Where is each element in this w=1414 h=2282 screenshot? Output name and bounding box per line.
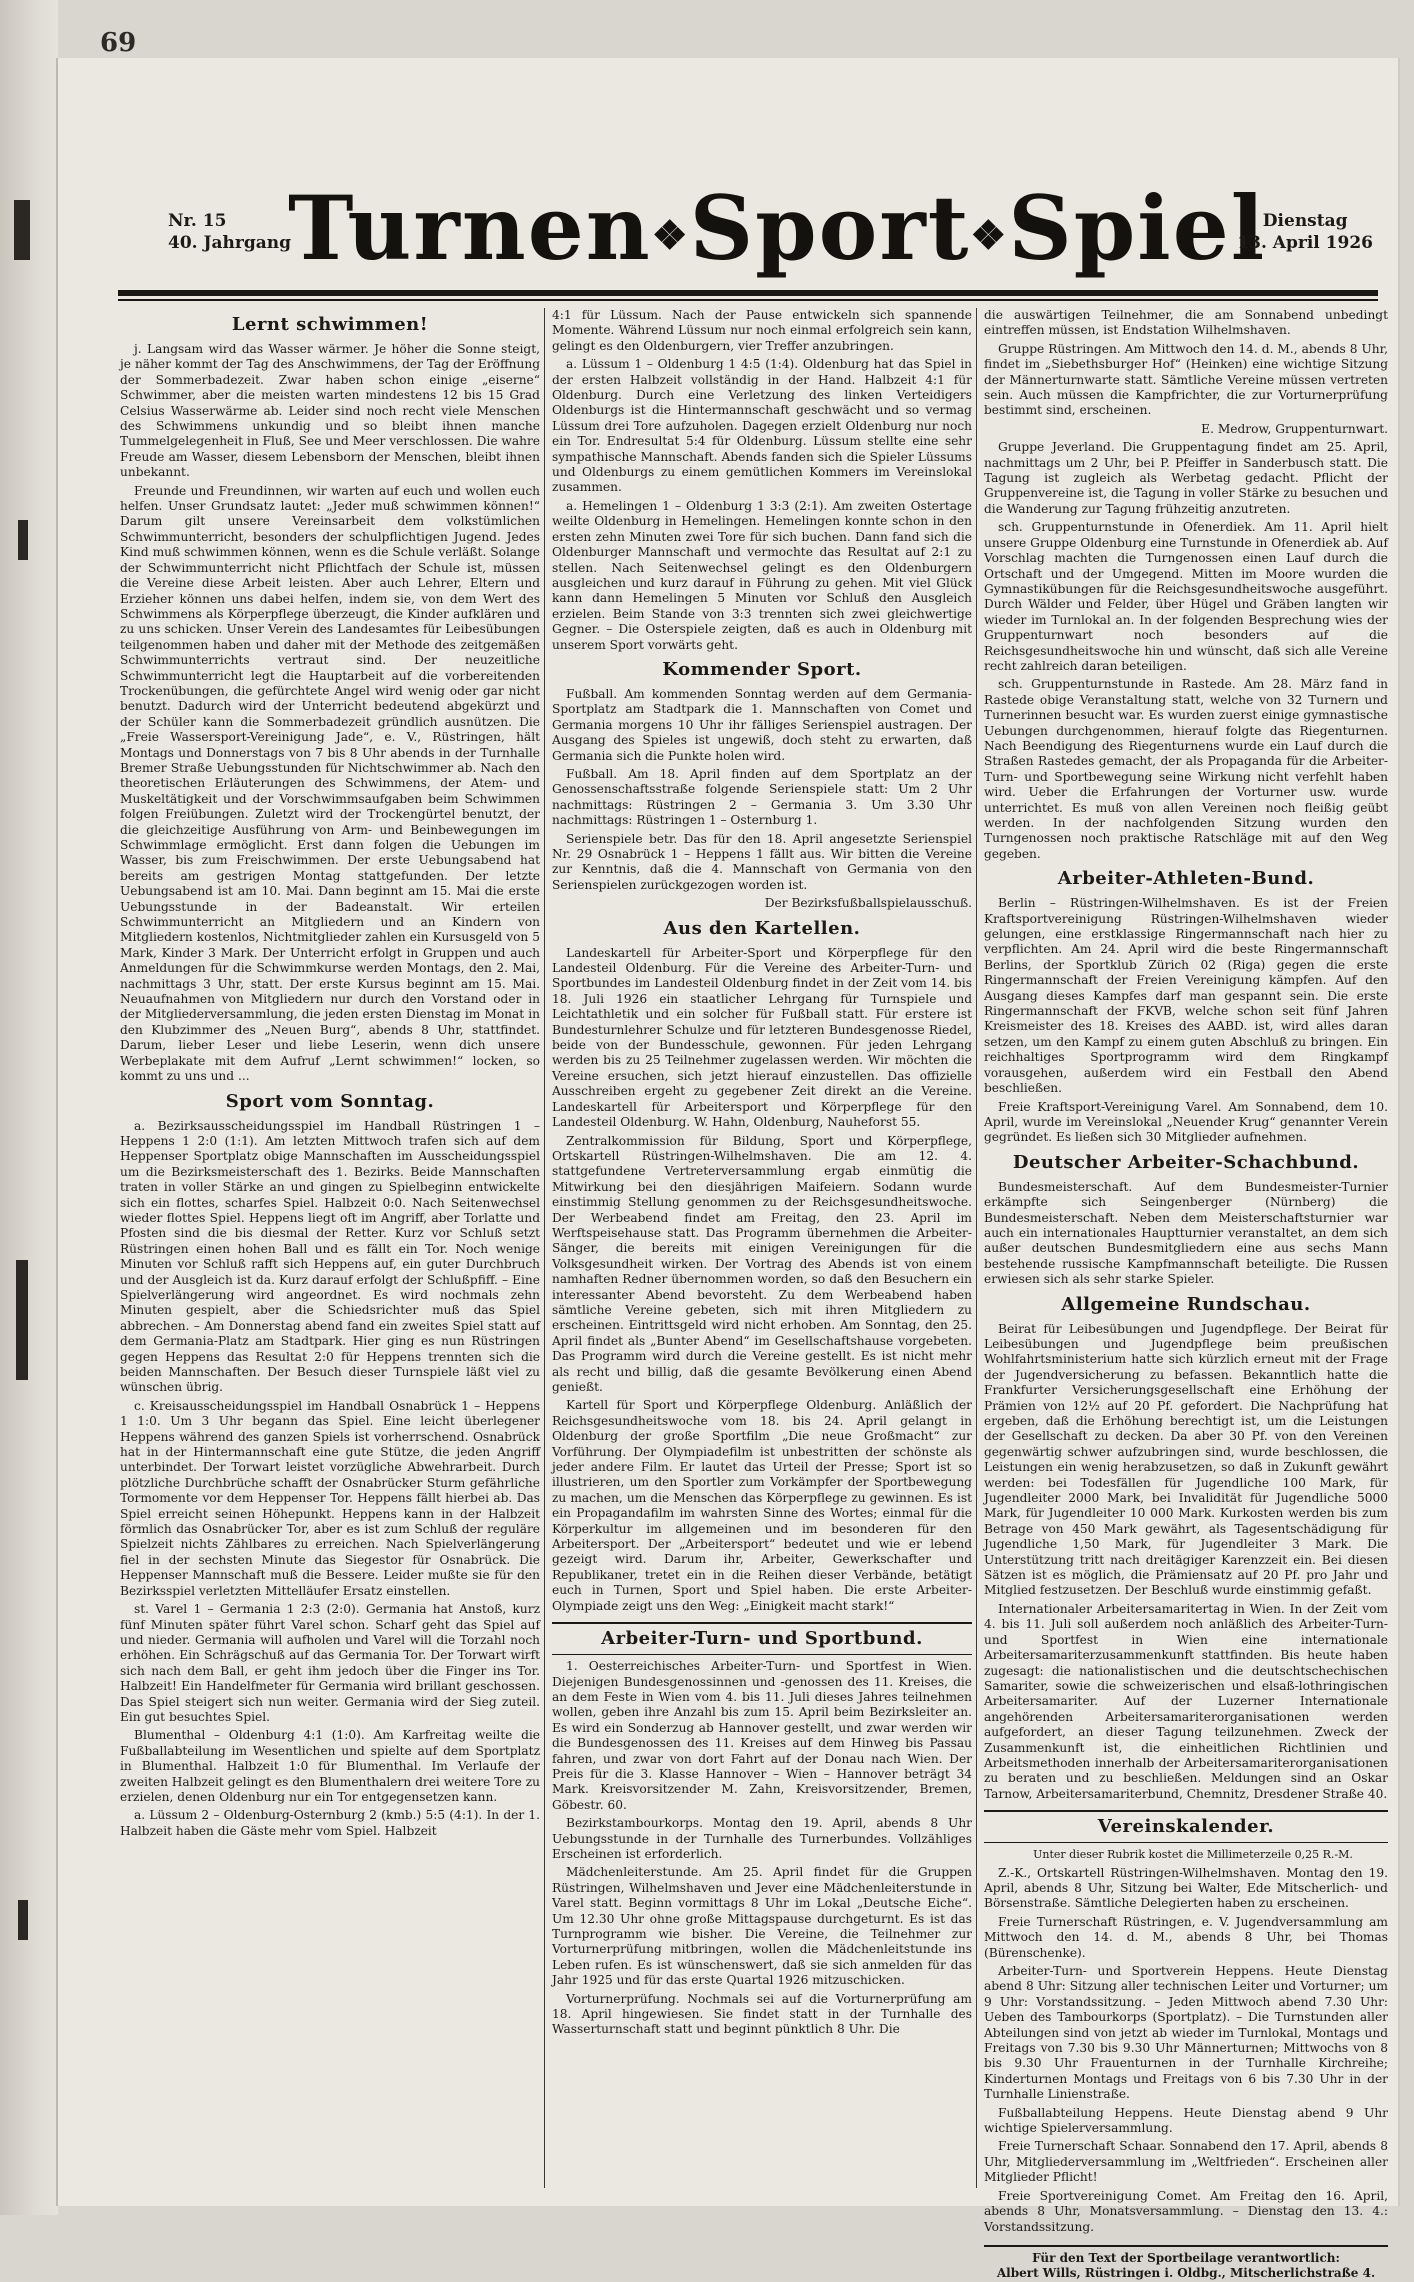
article-paragraph: Beirat für Leibesübungen und Jugendpflege. Der Beirat für Leibesübungen und Jugendpflege beim preußischen Wohlfahrtsministerium hatte sich kürzlich erneut mit der Frage der Jugendversicherung zu befassen. Bekanntlich hatte die Frankfurter Versicherungsgesellschaft eine Erhöhung der Prämien von 12½ auf 20 Pf. gefordert. Die Nachprüfung hat ergeben, daß die Erhöhung berechtigt ist, um die Leistungen der Gesellschaft zu decken. Da aber 30 Pf. von den Vereinen gegenwärtig schwer aufzubringen sind, wurde beschlossen, die Leistungen ein wenig herabzusetzen, so daß in Zukunft gewährt werden: bei Todesfällen für Jugendliche 100 Mark, für Jugendleiter 2000 Mark, bei Invalidität für Jugendliche 5000 Mark, für Jugendleiter 10 000 Mark. Kurkosten werden bis zum Betrage von 450 Mark gewährt, als Tagesentschädigung für Jugendliche 1,50 Mark, für Jugendleiter 3 Mark. Die Unterstützung tritt nach dreitägiger Karenzzeit ein. Bei diesen Sätzen ist es möglich, die Prämiensatz auf 20 Pf. pro Jahr und Mitglied festzusetzen. Der Beschluß wurde einstimmig gefaßt. — [984, 1321, 1388, 1598]
article-heading: Arbeiter-Athleten-Bund. — [1057, 868, 1315, 890]
article-paragraph: Bezirkstambourkorps. Montag den 19. April, abends 8 Uhr Uebungsstunde in der Turnhalle des Turnerbundes. Vollzähliges Erscheinen ist erforderlich. — [552, 1816, 972, 1861]
article-paragraph: a. Bezirksausscheidungsspiel im Handball Rüstringen 1 – Heppens 1 2:0 (1:1). Am letzten Mittwoch trafen sich auf dem Heppenser Sportplatz obige Mannschaften im Ausscheidungsspiel um die Bezirksmeisterschaft des 1. Bezirks. Beide Mannschaften traten in voller Stärke an und gingen zu Spielbeginn entwickelte sich ein flottes, scharfes Spiel. Halbzeit 0:0. Nach Seitenwechsel wieder flottes Spiel. Heppens liegt oft im Angriff, aber Torlatte und Pfosten sind die bis diesmal der Retter. Kurz vor Schluß setzt Rüstringen einen hohen Ball und es fällt ein Tor. Noch wenige Minuten vor Schluß rafft sich Heppens auf, ein guter Durchbruch und der Ausgleich ist da. Kurz darauf erfolgt der Schlußpfiff. – Eine Spielverlängerung wird angeordnet. Es wird nochmals zehn Minuten gespielt, aber die Schiedsrichter muß das Spiel abbrechen. – Am Donnerstag abend fand ein zweites Spiel statt auf dem Germania-Platz am Stadtpark. Hier ging es nun Rüstringen gegen Heppens das Resultat 2:0 für Heppens trennten sich die beiden Mannschaften. Der Besuch dieser Turnspiele läßt viel zu wünschen übrig. — [120, 1118, 540, 1395]
article-paragraph: a. Lüssum 1 – Oldenburg 1 4:5 (1:4). Oldenburg hat das Spiel in der ersten Halbzeit vollständig in der Hand. Halbzeit 4:1 für Oldenburg. Durch eine Verletzung des linken Verteidigers Oldenburgs ist die Hintermannschaft geschwächt und so vermag Lüssum drei Tore aufzuholen. Dagegen erzielt Oldenburg nur noch ein Tor. Endresultat 5:4 für Oldenburg. Lüssum stellte eine sehr sympathische Mannschaft. Abends fanden sich die Spieler Lüssums und Oldenburgs zu einem gemütlichen Kommers im Vereinslokal zusammen. — [552, 357, 972, 495]
article-paragraph: Freunde und Freundinnen, wir warten auf euch und wollen euch helfen. Unser Grundsatz lautet: „Jeder muß schwimmen können!“ Darum gilt unsere Vereinsarbeit dem volkstümlichen Schwimmunterricht, besonders der schulpflichtigen Jugend. Jedes Kind muß schwimmen können, wenn es die Schule verläßt. Solange der Schwimmunterricht nicht Pflichtfach der Schule ist, müssen die Vereine diese Arbeit leisten. Aber auch Lehrer, Eltern und Erzieher können uns dabei helfen, indem sie, von dem Wert des Schwimmens als Körperpflege überzeugt, die Kinder aufklären und zu uns schicken. Unser Verein des Landesamtes für Leibesübungen teilgenommen haben und daher mit der Methode des zeitgemäßen Schwimmunterrichts vertraut sind. Der neuzeitliche Schwimmunterricht legt die Hauptarbeit auf die vorbereitenden Trockenübungen, die gefürchtete Angel wird wenig oder gar nicht benutzt. Dadurch wird der Unterricht bedeutend abgekürzt und der Schüler kann die Sommerbadezeit gründlich ausnützen. Die „Freie Wassersport-Vereinigung Jade“, e. V., Rüstringen, hält Montags und Donnerstags von 7 bis 8 Uhr abends in der Turnhalle Bremer Straße Uebungsstunden für Nichtschwimmer ab. Nach den theoretischen Erläuterungen des Schwimmens, der Atem- und Muskeltätigkeit und der Vorschwimmsaufgaben beim Schwimmen folgen Freiübungen. Zuletzt wird der Trockengürtel benutzt, der die gleichzeitige Ausführung von Arm- und Beinbewegungen im Schwimmlage ermöglicht. Erst dann folgen die Uebungen im Wasser, bis zum Freischwimmen. Der erste Uebungsabend hat bereits am gestrigen Montag stattgefunden. Der letzte Uebungsabend ist am 10. Mai. Dann beginnt am 15. Mai die erste Uebungsstunde in der Badeanstalt. Wir erteilen Schwimmunterricht an Mitgliedern und an Kindern von Mitgliedern kostenlos, Nichtmitglieder zahlen ein Kursusgeld von 5 Mark, Kinder 3 Mark. Der Unterricht erfolgt in Gruppen und auch Anmeldungen für die Schwimmkurse werden Montags, den 2. Mai, nachmittags 3 Uhr, statt. Der erste Kursus beginnt am 15. Mai. Neuaufnahmen von Mitgliedern nur durch den Vorstand oder in der Mitgliederversammlung, die jeden ersten Dienstag im Monat in den Klubzimmer des „Neuen Burg“, abends 8 Uhr, stattfindet. Darum, lieber Leser und liebe Leserin, wenn dich unsere Werbeplakate mit dem Aufruf „Lernt schwimmen!“ locken, so kommt zu uns und ... — [120, 483, 540, 1084]
binding-mark — [18, 520, 28, 560]
column-divider — [544, 308, 545, 2188]
date-info — [1237, 210, 1373, 254]
masthead — [58, 58, 1398, 298]
calendar-entry: Arbeiter-Turn- und Sportverein Heppens. Heute Dienstag abend 8 Uhr: Sitzung aller technischen Leiter und Vorturner; um 9 Uhr: Vorstandssitzung. – Jeden Mittwoch abend 7.30 Uhr: Ueben des Tambourkorps (Sportplatz). – Die Turnstunden aller Abteilungen sind von jetzt ab wieder im Turnlokal, Montags und Freitags von 7.30 bis 9.30 Uhr Männerturnen; Mittwochs von 8 bis 9.30 Uhr Frauenturnen in der Turnhalle Kirchreihe; Kinderturnen Montags und Freitags von 6 bis 7.30 Uhr in der Turnhalle Linienstraße. — [984, 1964, 1388, 2102]
article-paragraph: j. Langsam wird das Wasser wärmer. Je höher die Sonne steigt, je näher kommt der Tag des Anschwimmens, der Tag der Eröffnung der Sommerbadezeit. Zwar haben schon einige „eiserne“ Schwimmer, aber die meisten warten mindestens 12 bis 15 Grad Celsius Wasserwärme ab. Leider sind noch recht viele Menschen des Schwimmens unkundig und so bleibt ihnen manche Tummelgelegenheit in Fluß, See und Meer verschlossen. Die wahre Freude am Wasser, diesem Lebensborn der Menschen, bleibt ihnen unbekannt. — [120, 342, 541, 480]
article-paragraph: Blumenthal – Oldenburg 4:1 (1:0). Am Karfreitag weilte die Fußballabteilung im Wesentlichen und spielte auf dem Sportplatz in Blumenthal. Halbzeit 1:0 für Blumenthal. Im Verlaufe der zweiten Halbzeit gelingt es den Blumenthalern drei weitere Tore zu erzielen, denen Oldenburg nur ein Tor entgegensetzen kann. — [120, 1728, 540, 1804]
masthead-rule — [118, 290, 1378, 296]
calendar-entry: Freie Turnerschaft Rüstringen, e. V. Jugendversammlung am Mittwoch den 14. d. M., abends 8 Uhr, bei Thomas (Bürenschenke). — [984, 1914, 1388, 1960]
article-paragraph: sch. Gruppenturnstunde in Rastede. Am 28. März fand in Rastede obige Veranstaltung statt, welche von 32 Turnern und Turnerinnen besucht war. Es wurden zuerst einige gymnastische Uebungen durchgenommen, hierauf folgte das Riegenturnen. Nach Beendigung des Riegenturnens wurde ein Lauf durch die Straßen Rastedes gemacht, der als Propaganda für die Arbeiter-Turn- und Sportbewegung seine Wirkung nicht verfehlt haben wird. Ueber die Erfahrungen der Vorturner usw. wurde unterrichtet. Es muß von allen Vereinen noch fleißig geübt werden. In der nachfolgenden Sitzung wurden den Turngenossen noch praktische Ratschläge mit auf den Weg gegeben. — [984, 677, 1388, 861]
article-paragraph: Bundesmeisterschaft. Auf dem Bundesmeister-Turnier erkämpfte sich Seingenberger (Nürnberg) die Bundesmeisterschaft. Neben dem Meisterschaftsturnier war auch ein internationales Hauptturnier veranstaltet, an dem sich außer deutschen Bundesmitgliedern eine aus sechs Mann bestehende russische Kampfmannschaft beteiligte. Die Russen erwiesen sich als sehr starke Spieler. — [984, 1179, 1388, 1287]
article-paragraph: 4:1 für Lüssum. Nach der Pause entwickeln sich spannende Momente. Während Lüssum nur noch einmal erfolgreich sein kann, gelingt es den Oldenburgern, vier Treffer anzubringen. — [552, 308, 972, 353]
article-paragraph: Berlin – Rüstringen-Wilhelmshaven. Es ist der Freien Kraftsportvereinigung Rüstringen-Wilhelmshaven wieder gelungen, eine erstklassige Ringermannschaft nach hier zu verpflichten. Am 24. April wird die beste Ringermannschaft Berlins, der Sportklub Zürich 02 (Riga) gegen die erste Ringermannschaft der Freien Vereinigung kämpfen. Auf den Ausgang dieses Kampfes darf man gespannt sein. Die erste Ringermannschaft der FKVB, welche schon seit fünf Jahren Kreismeister des 18. Kreises des AABD. ist, wird alles daran setzen, um den Kampf zu einem guten Abschluß zu bringen. Ein reichhaltiges Sportprogramm wird dem Ringkampf vorausgehen, außerdem wird ein Festball den Abend beschließen. — [984, 896, 1388, 1096]
title-separator: ❖ — [651, 212, 690, 259]
newspaper-page — [58, 58, 1398, 2281]
weekday: Dienstag — [1262, 211, 1348, 231]
article-paragraph: a. Lüssum 2 – Oldenburg-Osternburg 2 (kmb.) 5:5 (4:1). In der 1. Halbzeit haben die Gäste mehr vom Spiel. Halbzeit — [120, 1808, 540, 1838]
article-paragraph: sch. Gruppenturnstunde in Ofenerdiek. Am 11. April hielt unsere Gruppe Oldenburg eine Turnstunde in Ofenerdiek ab. Auf Vorschlag machten die Turngenossen einen Lauf durch die Ortschaft und der Umgegend. Mitten im Moore wurden die Gymnastikübungen für die Reichsgesundheitswoche ausgeführt. Durch Wälder und Felder, über Hügel und Gräben langten wir wieder im Turnlokal an. In der folgenden Besprechung wies der Gruppenturnwart noch besonders auf die Reichsgesundheitswoche hin und wünscht, daß sich alle Vereine recht zahlreich daran beteiligen. — [984, 520, 1388, 673]
issue-number: Nr. 15 — [168, 211, 227, 231]
binding-mark — [18, 1900, 28, 1940]
article-paragraph: a. Hemelingen 1 – Oldenburg 1 3:3 (2:1). Am zweiten Ostertage weilte Oldenburg in Hemelingen. Hemelingen konnte schon in den ersten zehn Minuten zwei Tore für sich buchen. Dann fand sich die Oldenburger Mannschaft und vermochte das Resultat auf 2:1 zu stellen. Nach Seitenwechsel gelingt es den Oldenburgern ausgleichen und kurz darauf in Führung zu gehen. Mit viel Glück kann dann Hemelingen 5 Minuten vor Schluß den Ausgleich erzielen. Beim Stande von 3:3 trennten sich zwei gleichwertige Gegner. – Die Osterspiele zeigten, daß es auch in Oldenburg mit unserem Sport vorwärts geht. — [552, 498, 972, 652]
issue-date: 13. April 1926 — [1237, 233, 1373, 253]
article-heading: Kommender Sport. — [662, 658, 862, 680]
binding-mark — [16, 1260, 28, 1380]
binding-edge — [0, 0, 58, 2215]
article-heading: Lernt schwimmen! — [231, 314, 429, 335]
article-paragraph: Landeskartell für Arbeiter-Sport und Körperpflege für den Landesteil Oldenburg. Für die Vereine des Arbeiter-Turn- und Sportbundes im Landesteil Oldenburg findet in der Zeit vom 14. bis 18. Juli 1926 ein staatlicher Lehrgang für Turnspiele und Leichtathletik und ein solcher für Fußball statt. Für erstere ist Bundesturnlehrer Schulze und für letzteren Bundesgenosse Riedel, beide von der Bundesschule, gewonnen. Für jeden Lehrgang werden bis zu 25 Teilnehmer zugelassen werden. Wir möchten die Vereine ersuchen, sich jetzt hierauf einzustellen. Das offizielle Ausschreiben ergeht zu gegebener Zeit direkt an die Vereine. Landeskartell für Arbeitersport und Körperpflege für den Landesteil Oldenburg. W. Hahn, Oldenburg, Nauheforst 55. — [552, 945, 972, 1130]
article-paragraph: Kartell für Sport und Körperpflege Oldenburg. Anläßlich der Reichsgesundheitswoche vom 18. bis 24. April gelangt in Oldenburg der große Sportfilm „Die neue Großmacht“ zur Vorführung. Der Olympiadefilm ist unbestritten der schönste als jeder andere Film. Er lautet das Urteil der Presse; Sport ist so illustrieren, um den Sportler zum Vorkämpfer der Sportbewegung zu machen, um die Menschen das Körperpflege zu gewinnen. Es ist ein Propagandafilm im wahrsten Sinne des Wortes; einmal für die Körperkultur im allgemeinen und im besonderen für den Arbeitersport. Der „Arbeitersport“ bedeutet und wie er lebend gezeigt wird. Darum ihr, Arbeiter, Gewerkschafter und Republikaner, tretet ein in die Reihen dieser Verbände, betätigt euch in Turnen, Sport und Spiel haben. Die erste Arbeiter-Olympiade zeigt uns den Weg: „Einigkeit macht stark!“ — [552, 1398, 972, 1613]
article-heading: Deutscher Arbeiter-Schachbund. — [1012, 1151, 1360, 1173]
article-heading: Allgemeine Rundschau. — [1061, 1293, 1311, 1315]
article-signature: Der Bezirksfußballspielausschuß. — [764, 896, 972, 911]
article-paragraph: c. Kreisausscheidungsspiel im Handball Osnabrück 1 – Heppens 1 1:0. Um 3 Uhr begann das Spiel. Eine leicht überlegener Heppens während des ganzen Spiels ist vorherrschend. Osnabrück hat in der Hintermannschaft eine gute Stütze, die jeden Angriff unterbindet. Der Torwart leistet vorzügliche Abwehrarbeit. Durch plötzliche Durchbrüche schafft der Osnabrücker Sturm gefährliche Tormomente vor dem Heppenser Tor. Heppens fällt hierbei ab. Das Spiel erreicht seinen Höhepunkt. Heppens kann in der Halbzeit förmlich das Osnabrücker Tor, aber es ist zum Schluß der reguläre Spielzeit nichts Zählbares zu erreichen. Nach Spielverlängerung fiel in der sechsten Minute das Siegestor für Osnabrück. Die Heppenser Mannschaft muß die Bessere. Leider mußte sie für den Bezirksspiel verletzten Mittelläufer Ersatz einstellen. — [120, 1398, 540, 1598]
issue-info — [168, 210, 291, 254]
article-heading: Sport vom Sonntag. — [225, 1090, 435, 1112]
article-paragraph: Zentralkommission für Bildung, Sport und Körperpflege, Ortskartell Rüstringen-Wilhelmshaven. Die am 12. 4. stattgefundene Vertreterversammlung ergab einmütig die Mitwirkung bei den diesjährigen Maifeiern. Sodann wurde einstimmig Stellung genommen zu der Reichsgesundheitswoche. Der Werbeabend findet am Freitag, den 23. April im Werftspeisehause statt. Das Programm übernehmen die Arbeiter-Sänger, die bereits mit einigen Vereinigungen für die Volksgesundheit wirken. Der Vortrag des Abends ist von einem namhaften Redner übernommen worden, so daß den Besuchern ein interessanter Abend bevorsteht. Zu dem Werbeabend haben sämtliche Vereine gebeten, sich mit ihren Mitgliedern zu erscheinen. Eintrittsgeld wird nicht erhoben. Am Sonntag, den 25. April findet als „Bunter Abend“ im Gesellschaftshause vorgebeten. Das Programm wird durch die Vereine gestellt. Es ist nicht mehr als recht und billig, daß die gesamte Bevölkerung einen Abend genießt. — [552, 1133, 972, 1394]
editorial-credit — [984, 2245, 1388, 2282]
credit-name: Albert Wills, Rüstringen i. Oldbg., Mitscherlichstraße 4. — [996, 2266, 1376, 2281]
article-paragraph: Gruppe Rüstringen. Am Mittwoch den 14. d. M., abends 8 Uhr, findet im „Siebethsburger Hof“ (Heinken) eine wichtige Sitzung der Männerturnwarte statt. Sämtliche Vereine müssen vertreten sein. Auch müssen die Kampfrichter, die zur Vorturnerprüfung bestimmt sind, erscheinen. — [984, 341, 1388, 418]
column-1 — [120, 308, 540, 2188]
article-heading: Arbeiter-Turn- und Sportbund. — [552, 1622, 972, 1655]
credit-line: Für den Text der Sportbeilage verantwortlich: — [1032, 2250, 1340, 2265]
title-separator: ❖ — [970, 212, 1009, 259]
calendar-entry: Fußballabteilung Heppens. Heute Dienstag abend 9 Uhr wichtige Spielerversammlung. — [984, 2105, 1388, 2136]
calendar-entry: Z.-K., Ortskartell Rüstringen-Wilhelmshaven. Montag den 19. April, abends 8 Uhr, Sitzung bei Walter, Ede Mitscherlich- und Börsenstraße. Sämtliche Delegierten haben zu erscheinen. — [984, 1865, 1388, 1911]
column-2 — [552, 308, 972, 2188]
calendar-note: Unter dieser Rubrik kostet die Millimeterzeile 0,25 R.-M. — [1033, 1848, 1353, 1862]
calendar-entry: Freie Sportvereinigung Comet. Am Freitag den 16. April, abends 8 Uhr, Monatsversammlung. – Dienstag den 13. 4.: Vorstandssitzung. — [984, 2188, 1388, 2234]
article-paragraph: Vorturnerprüfung. Nochmals sei auf die Vorturnerprüfung am 18. April hingewiesen. Sie findet statt in der Turnhalle des Wasserturnschaft statt und beginnt pünktlich 8 Uhr. Die — [552, 1991, 972, 2037]
article-paragraph: Mädchenleiterstunde. Am 25. April findet für die Gruppen Rüstringen, Wilhelmshaven und Jever eine Mädchenleiterstunde in Varel statt. Beginn vormittags 8 Uhr im Lokal „Deutsche Eiche“. Um 12.30 Uhr ohne große Mittagspause durchgeturnt. Es ist das Turnprogramm wie bisher. Die Vereine, die Teilnehmer zur Vorturnerprüfung mitbringen, wollen die Mädchenleitstunde ins Leben rufen. Es ist wünschenswert, daß sie sich anmelden für das Jahr 1925 und für das erste Quartal 1926 mitzuschicken. — [552, 1865, 972, 1988]
article-paragraph: 1. Oesterreichisches Arbeiter-Turn- und Sportfest in Wien. Diejenigen Bundesgenossinnen und -genossen des 11. Kreises, die an dem Feste in Wien vom 4. bis 11. Juli dieses Jahres teilnehmen wollen, geben ihre Anzahl bis zum 15. April beim Bezirksleiter an. Es wird ein Sonderzug ab Hannover gestellt, und zwar werden wir die Bundesgenossen des 11. Kreises auf dem Hinweg bis Passau fahren, und zwar von dort Fahrt auf der Donau nach Wien. Der Preis für die 3. Klasse Hannover – Wien – Hannover beträgt 34 Mark. Kreisvorsitzender M. Zahn, Kreisvorsitzender, Bremen, Göbestr. 60. — [552, 1659, 972, 1812]
title-part-turnen: Turnen — [288, 176, 652, 280]
article-paragraph: Fußball. Am 18. April finden auf dem Sportplatz an der Genossenschaftsstraße folgende Serienspiele statt: Um 2 Uhr nachmittags: Rüstringen 2 – Germania 3. Um 3.30 Uhr nachmittags: Rüstringen 1 – Osternburg 1. — [552, 766, 972, 828]
article-paragraph: Serienspiele betr. Das für den 18. April angesetzte Serienspiel Nr. 29 Osnabrück 1 – Heppens 1 fällt aus. Wir bitten die Vereine zur Kenntnis, daß die 4. Mannschaft von Germania von den Serienspielen zurückgezogen worden ist. — [552, 831, 972, 892]
binding-mark — [14, 200, 30, 260]
article-signature: E. Medrow, Gruppenturnwart. — [1201, 421, 1388, 436]
masthead-title — [288, 168, 1267, 296]
article-paragraph: Internationaler Arbeitersamaritertag in Wien. In der Zeit vom 4. bis 11. Juli soll außerdem noch anläßlich des Arbeiter-Turn- und Sportfest in Wien eine internationale Arbeitersamariterzusammenkunft stattfinden. Bis heute haben zugesagt: die nationalistischen und die deutschtschechischen Samariter, sowie die schweizerischen und elsaß-lothringischen Arbeitersamariter. Auf der Luzerner Internationale angehörenden Arbeitersamariterorganisationen werden aufgefordert, an dieser Tagung teilzunehmen. Zweck der Zusammenkunft ist, die einheitlichen Richtlinien und Arbeitsmethoden innerhalb der Arbeitersamariterorganisationen zu beraten und zu beschließen. Meldungen sind an Oskar Tarnow, Arbeitersamariterbund, Chemnitz, Dresdener Straße 40. — [984, 1601, 1388, 1801]
calendar-entry: Freie Turnerschaft Schaar. Sonnabend den 17. April, abends 8 Uhr, Mitgliederversammlung im „Weltfrieden“. Erscheinen aller Mitglieder Pflicht! — [984, 2139, 1388, 2185]
article-paragraph: Freie Kraftsport-Vereinigung Varel. Am Sonnabend, dem 10. April, wurde im Vereinslokal „Neuender Krug“ genannter Verein gegründet. Es ließen sich 30 Mitglieder aufnehmen. — [984, 1099, 1388, 1145]
title-part-spiel: Spiel — [1008, 176, 1267, 280]
article-paragraph: Gruppe Jeverland. Die Gruppentagung findet am 25. April, nachmittags um 2 Uhr, bei P. Pfeiffer in Sanderbusch statt. Die Tagung ist zugleich als Werbetag gedacht. Pflicht der Gruppenvereine ist, die Tagung in voller Stärke zu besuchen und die Wanderung zur Tagung frühzeitig anzutreten. — [984, 440, 1388, 516]
column-divider — [976, 308, 977, 2188]
masthead-rule-thin — [118, 299, 1378, 301]
article-paragraph: Fußball. Am kommenden Sonntag werden auf dem Germania-Sportplatz am Stadtpark die 1. Mannschaften von Comet und Germania morgens 10 Uhr ihr fälliges Serienspiel austragen. Der Ausgang des Spieles ist ungewiß, doch steht zu erwarten, daß Germania sich die Punkte holen wird. — [552, 686, 972, 763]
calendar-heading: Vereinskalender. — [984, 1810, 1388, 1843]
article-paragraph: st. Varel 1 – Germania 1 2:3 (2:0). Germania hat Anstoß, kurz fünf Minuten später führt Varel schon. Scharf geht das Spiel auf und nieder. Germania will aufholen und Varel will die Torzahl noch erhöhen. Ein Schrägschuß auf das Germania Tor. Der Torwart wirft sich nach dem Ball, er geht ihm jedoch über die Finger ins Tor. Halbzeit! Ein Handelfmeter für Germania wird brillant geschossen. Das Spiel steigert sich nun weiter. Germania wird der Sieg zuteil. Ein gut besuchtes Spiel. — [120, 1602, 540, 1724]
article-paragraph: die auswärtigen Teilnehmer, die am Sonnabend unbedingt eintreffen müssen, ist Endstation Wilhelmshaven. — [984, 308, 1388, 338]
page-number: 69 — [100, 28, 137, 58]
volume: 40. Jahrgang — [168, 233, 292, 253]
column-3 — [984, 308, 1388, 2281]
title-part-sport: Sport — [689, 176, 971, 280]
article-heading: Aus den Kartellen. — [663, 917, 861, 939]
